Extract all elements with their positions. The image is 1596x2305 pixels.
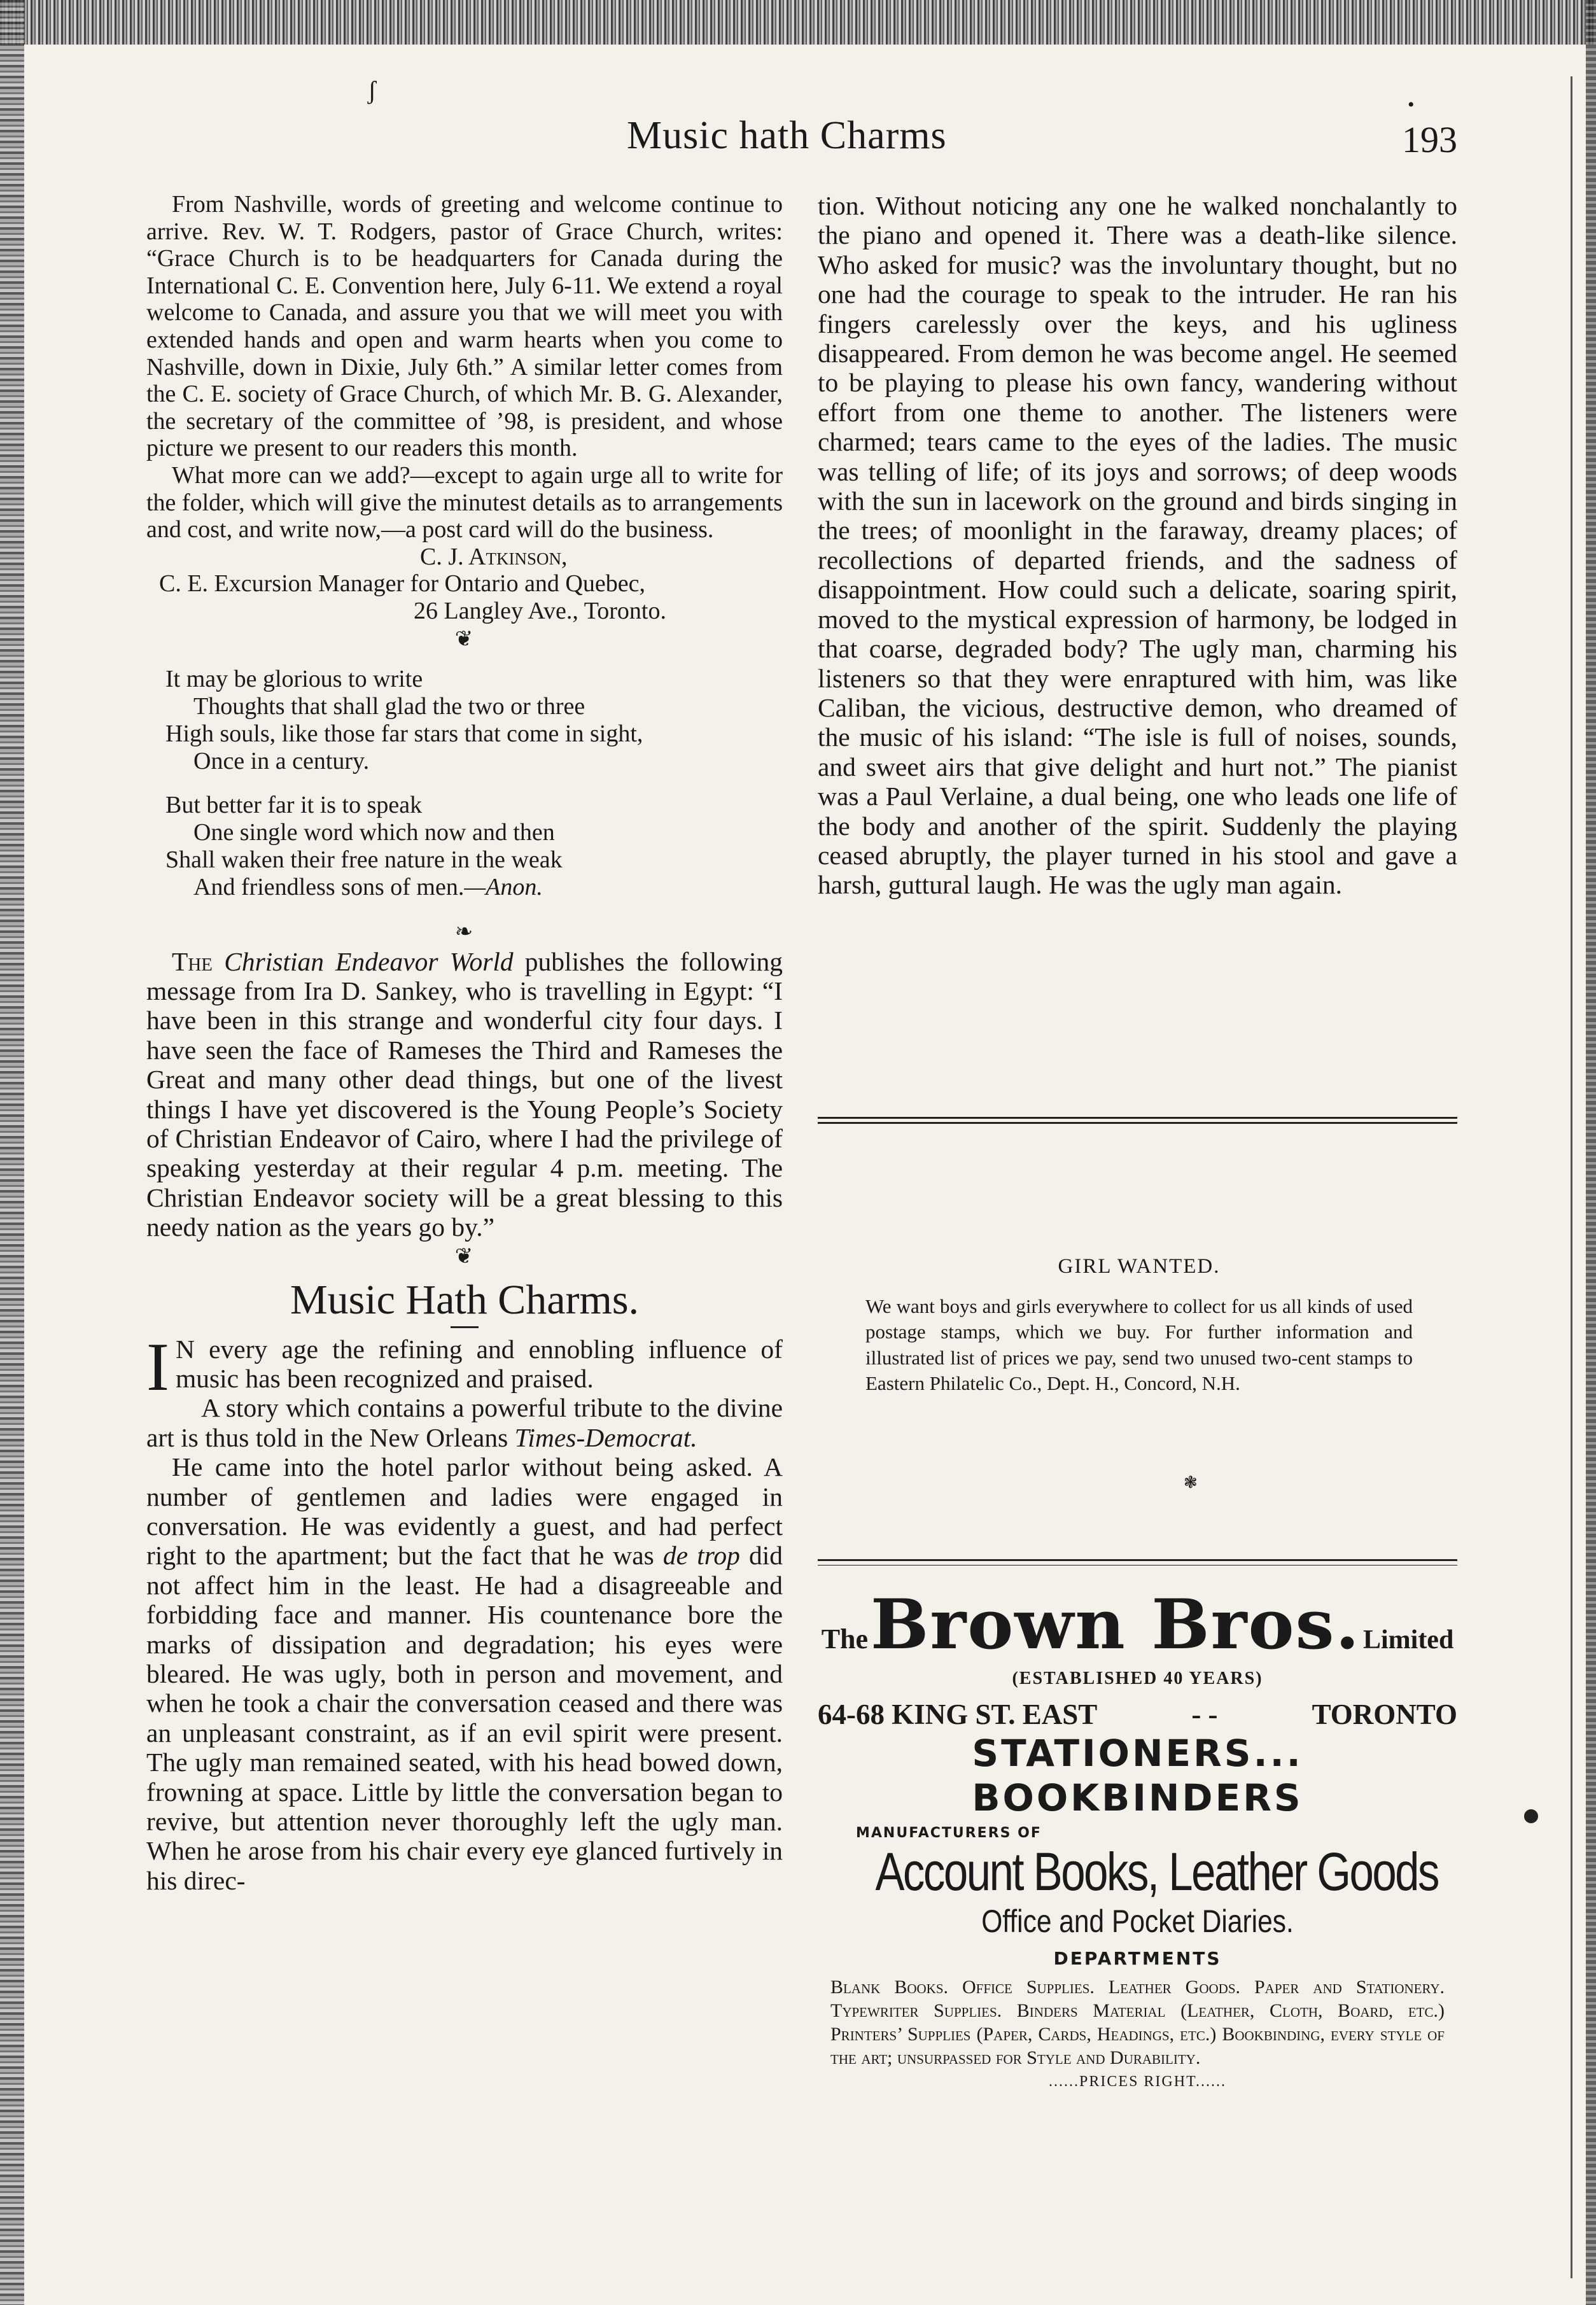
signature-role: C. E. Excursion Manager for Ontario and Quebec, <box>159 570 645 598</box>
ornament-icon: ❧ <box>454 920 475 944</box>
margin-rule <box>1571 76 1572 2278</box>
story-text: A story which contains a powerful tribute to the divine art is thus told in the New Orleans <box>146 1393 783 1452</box>
poem-author: —Anon. <box>464 873 543 900</box>
ink-speck: ʃ <box>368 76 377 104</box>
ad-heading: GIRL WANTED. <box>1058 1255 1221 1278</box>
article-intro <box>146 1329 783 1405</box>
signature-name: C. J. Atkinson, <box>420 543 568 570</box>
scan-edge-left <box>0 0 24 2305</box>
divider-line <box>818 1122 1457 1124</box>
pianist-paragraph: tion. Without noticing any one he walked nonchalantly to the piano and opened it. There was a death-like silence. Who asked for music? was the involuntary thought, but no one had the courage to speak to the intruder. He ran his fingers carelessly over the keys, and his ugliness disappeared. From demon he was become angel. He seemed to be playing to please his own fancy, wandering without effort from one theme to another. The listeners were charmed; tears came to the eyes of the ladies. The music was telling of life; of its joys and sorrows; of deep woods with the sun in lacework on the ground and birds singing in the trees; of moonlight in the faraway, dreamy places; of recollections of departed friends, and the sadness of disappointment. How could such a delicate, soaring spirit, moved to the mystical expression of harmony, be lodged in that coarse, degraded body? The ugly man, charming his listeners so that they were enraptured with him, was like Caliban, the vicious, destructive demon, who dreamed of the music of his island: “The isle is full of noises, sounds, and sweet airs that give delight and hurt not.” The pianist was a Paul Verlaine, a dual being, one who leads one life of the body and another of the spirit. Suddenly the playing ceased abruptly, the player turned in his stool and gave a harsh, guttural laugh. He was the ugly man again. <box>818 191 1457 900</box>
story-paragraph <box>146 1393 783 1452</box>
poem-stanza <box>165 792 783 901</box>
prices-note: ......PRICES RIGHT...... <box>1049 2073 1226 2090</box>
poem-line: High souls, like those far stars that come in sight, <box>165 720 643 747</box>
source-title: Times-Democrat. <box>514 1422 697 1452</box>
poem-line: It may be glorious to write <box>165 665 423 692</box>
poem-line: One single word which now and then <box>193 818 555 846</box>
brand-line <box>818 1585 1457 1665</box>
ugly-man-text-b: did not affect him in the least. He had a disagreeable and forbidding face and manner. His countenance bore the marks of dissipation and degradation; his eyes were bleared. He was ugly, both in person and movement, and when he took a chair the conversation ceased and there was an unpleasant constraint, as if an evil spirit were present. The ugly man remained seated, with his head bowed down, frowning at space. Little by little the conversation began to revive, but attention never thoroughly left the ugly man. When he arose from his chair every eye glanced furtively in his direc- <box>146 1541 783 1895</box>
divider-line <box>818 1117 1457 1119</box>
sankey-text: publishes the following message from Ira D. Sankey, who is travelling in Egypt: “I have been in this strange and wonderful city four days. I have seen the face of Rameses the Third and Rameses the Great and many other dead things, but one of the livest things I have yet discovered is the Young People’s Society of Christian Endeavor of Cairo, where I had the privilege of speaking yesterday at their regular 4 p.m. meeting. The Christian Endeavor society will be a great blessing to this needy nation as the years go by.” <box>146 946 783 1242</box>
cew-the: The <box>172 946 213 976</box>
running-title: Music hath Charms <box>627 114 947 157</box>
departments-list: Blank Books. Office Supplies. Leather Goods. Paper and Stationery. Typewriter Supplies. Binders Material (Leather, Cloth, Board, etc.) Printers’ Supplies (Paper, Cards, Headings, etc.) Bookbinding, every style of the art; unsurpassed for Style and Durability. <box>830 1977 1445 2068</box>
signature-address: 26 Langley Ave., Toronto. <box>414 597 666 624</box>
brand-name: Brown Bros. <box>871 1585 1361 1665</box>
scan-edge-right <box>1586 0 1596 2305</box>
ornament-icon: ❦ <box>454 627 475 651</box>
poem-stanza <box>165 666 783 775</box>
goods-line: Account Books, Leather Goods <box>875 1842 1438 1902</box>
left-column <box>146 191 783 1895</box>
article-heading: Music Hath Charms. <box>290 1276 640 1323</box>
diaries-line: Office and Pocket Diaries. <box>981 1903 1294 1939</box>
departments-heading: DEPARTMENTS <box>1053 1948 1222 1969</box>
ink-speck: • <box>1408 94 1415 115</box>
ornament-icon: ❦ <box>454 1244 475 1268</box>
poem-line: Shall waken their free nature in the weak <box>165 846 563 873</box>
city: TORONTO <box>1312 1699 1457 1730</box>
poem-line-text: And friendless sons of men. <box>193 873 465 900</box>
trade-stationers: STATIONERS... <box>972 1732 1303 1775</box>
scan-edge-top <box>0 0 1596 45</box>
intro-text: N every age the refining and ennobling influence of music has been recognized and praised. <box>175 1334 783 1393</box>
drop-cap: I <box>146 1329 169 1405</box>
brand-the: The <box>821 1623 869 1655</box>
address-dash: - - <box>1191 1699 1218 1730</box>
brown-bros-ad <box>818 1559 1457 2091</box>
poem-line: Once in a century. <box>193 747 370 774</box>
publication-title: Christian Endeavor World <box>224 946 514 976</box>
folder-paragraph: What more can we add?—except to again urge all to write for the folder, which will give the minutest details as to arrangements and cost, and write now,—a post card will do the business. <box>146 461 783 543</box>
ugly-man-italic: de trop <box>662 1541 740 1571</box>
ink-blot <box>1524 1809 1538 1823</box>
right-column <box>818 191 1457 900</box>
sankey-paragraph <box>146 947 783 1242</box>
poem-line <box>165 874 783 901</box>
trade-bookbinders: BOOKBINDERS <box>972 1776 1303 1819</box>
established-note: (ESTABLISHED 40 YEARS) <box>1012 1669 1263 1688</box>
poem-line: But better far it is to speak <box>165 791 423 818</box>
ugly-man-text-a: He came into the hotel parlor without being asked. A number of gentlemen and ladies were engaged in conversation. He was evidently a guest, and had perfect right to the apartment; but the fact that he was <box>146 1452 783 1571</box>
poem <box>165 666 783 901</box>
brand-limited: Limited <box>1362 1625 1454 1655</box>
manufacturers-label: MANUFACTURERS OF <box>856 1825 1042 1841</box>
ad-text: We want boys and girls everywhere to collect for us all kinds of used postage stamps, which we buy. For further information and illustrated list of prices we pay, send two unused two-cent stamps to Eastern Philatelic Co., Dept. H., Concord, N.H. <box>865 1294 1413 1394</box>
ad-rule <box>818 1559 1457 1561</box>
ad-rule <box>818 1565 1457 1566</box>
ugly-man-paragraph <box>146 1452 783 1895</box>
page-header <box>146 113 1457 171</box>
nashville-paragraph: From Nashville, words of greeting and welcome continue to arrive. Rev. W. T. Rodgers, pastor of Grace Church, writes: “Grace Church is to be headquarters for Canada during the International C. E. Convention here, July 6-11. We extend a royal welcome to Canada, and assure you that we will meet you with extended hands and open and warm hearts when you come to Nashville, down in Dixie, July 6th.” A similar letter comes from the C. E. society of Grace Church, of which Mr. B. G. Alexander, the secretary of the committee of ’98, is president, and whose picture we present to our readers this month. <box>146 191 783 462</box>
heading-rule <box>451 1326 479 1328</box>
address-line <box>818 1698 1457 1731</box>
page-number: 193 <box>1402 119 1457 160</box>
section-divider <box>818 1117 1457 1127</box>
ornament-icon: ❃ <box>1184 1473 1198 1492</box>
girl-wanted-ad <box>865 1254 1413 1397</box>
street-address: 64-68 KING ST. EAST <box>818 1699 1098 1730</box>
poem-line: Thoughts that shall glad the two or three <box>193 692 585 720</box>
